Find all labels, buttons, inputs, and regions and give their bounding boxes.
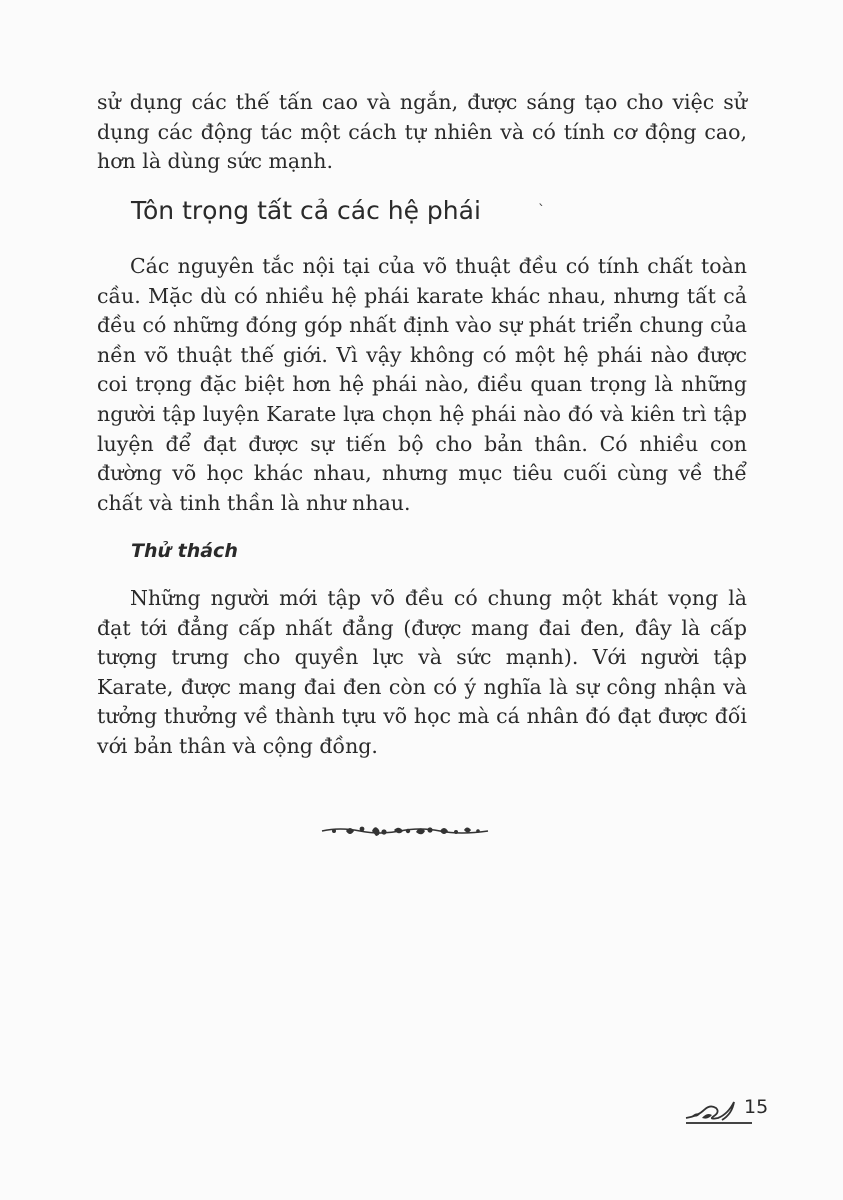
section-heading-challenge: Thử thách [131,540,238,562]
intro-paragraph: sử dụng các thế tấn cao và ngắn, được sáng tạo cho việc sử dụng các động tác một cách tự nhiên và có tính cơ động cao, hơn là dùng sức mạnh. [97,90,747,174]
heading-mark: ` [538,203,545,219]
section-body-respect-styles: Các nguyên tắc nội tại của võ thuật đều có tính chất toàn cầu. Mặc dù có nhiều hệ phái karate khác nhau, nhưng tất cả đều có những đóng góp nhất định vào sự phát triển chung của nền võ thuật thế giới. Vì vậy không có một hệ phái nào được coi trọng đặc biệt hơn hệ phái nào, điều quan trọng là những người tập luyện Karate lựa chọn hệ phái nào đó và kiên trì tập luyện để đạt được sự tiến bộ cho bản thân. Có nhiều con đường võ học khác nhau, nhưng mục tiêu cuối cùng về thể chất và tinh thần là như nhau. [97,254,747,515]
section-body-challenge: Những người mới tập võ đều có chung một khát vọng là đạt tới đẳng cấp nhất đẳng (được mang đai đen, đây là cấp tượng trưng cho quyền lực và sức mạnh). Với người tập Karate, được mang đai đen còn có ý nghĩa là sự công nhận và tưởng thưởng về thành tựu võ học mà cá nhân đó đạt được đối với bản thân và cộng đồng. [97,586,747,758]
footer-rule [686,1122,752,1124]
floral-divider-icon [320,823,490,839]
page-number: 15 [744,1096,769,1118]
flourish-icon [682,1094,744,1124]
section-heading-respect-styles: Tôn trọng tất cả các hệ phái [131,196,481,225]
